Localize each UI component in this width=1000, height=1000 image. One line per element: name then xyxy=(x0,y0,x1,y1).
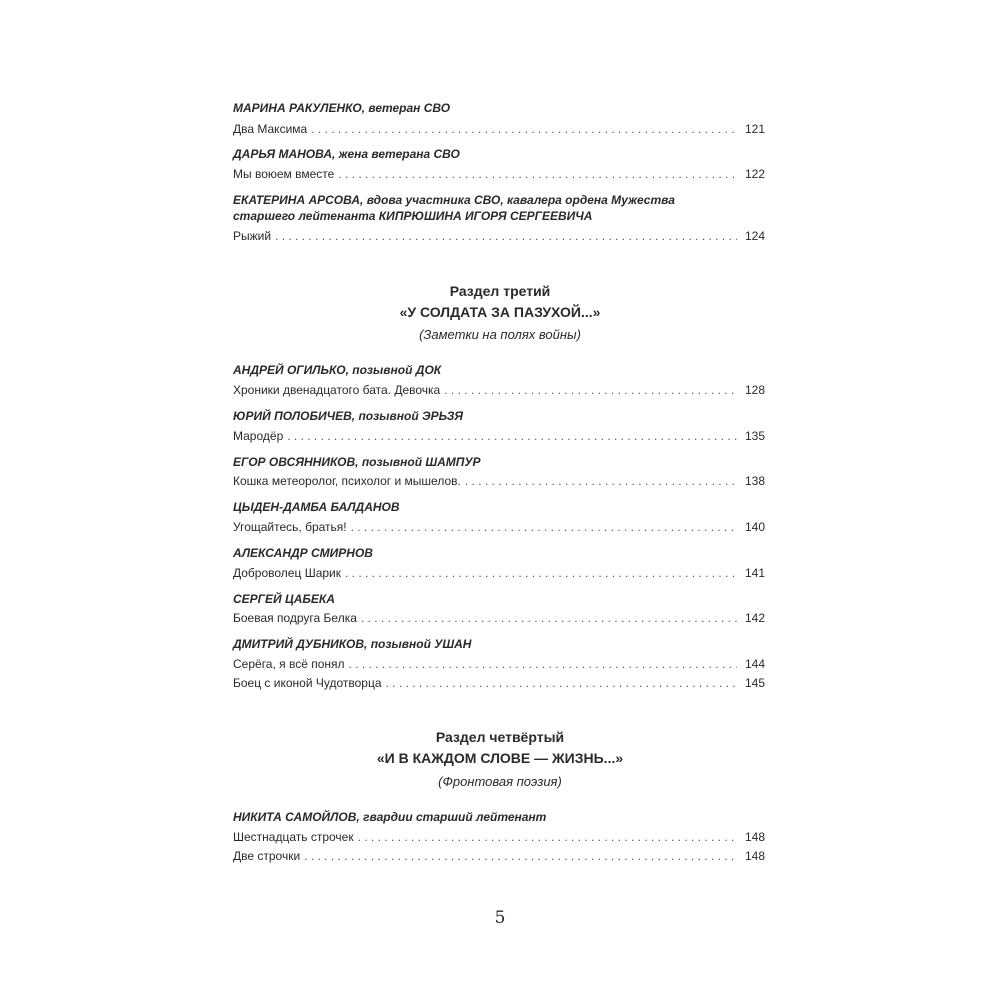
toc-entry xyxy=(233,828,765,846)
page-number: 5 xyxy=(494,908,506,928)
entry-title: Кошка метеоролог, психолог и мышелов. xyxy=(233,474,461,488)
toc-entry xyxy=(233,609,765,627)
entry-page: 122 xyxy=(744,167,765,181)
entry-page: 148 xyxy=(744,849,765,863)
entry-title: Серёга, я всё понял xyxy=(233,657,345,671)
entry-title: Угощайтесь, братья! xyxy=(233,520,347,534)
section4-name: «И В КАЖДОМ СЛОВЕ — ЖИЗНЬ...» xyxy=(376,750,624,766)
entry-title: Боец с иконой Чудотворца xyxy=(233,676,382,690)
section4-subtitle: (Фронтовая поэзия) xyxy=(438,774,562,789)
author-smirnov: АЛЕКСАНДР СМИРНОВ xyxy=(233,546,373,560)
entry-page: 145 xyxy=(744,676,765,690)
dot-leader xyxy=(287,427,737,445)
toc-entry xyxy=(233,165,765,183)
dot-leader xyxy=(311,120,737,138)
author-dubnikov: ДМИТРИЙ ДУБНИКОВ, позывной УШАН xyxy=(233,637,472,651)
entry-page: 138 xyxy=(744,474,765,488)
dot-leader xyxy=(275,227,737,245)
entry-page: 141 xyxy=(744,566,765,580)
author-tsabeka: СЕРГЕЙ ЦАБЕКА xyxy=(233,592,335,606)
toc-entry xyxy=(233,227,765,245)
dot-leader xyxy=(338,165,737,183)
section4-label: Раздел четвёртый xyxy=(435,729,565,745)
entry-title: Два Максима xyxy=(233,122,308,136)
entry-title: Доброволец Шарик xyxy=(233,566,341,580)
author-arsova: ЕКАТЕРИНА АРСОВА, вдова участника СВО, кавалера ордена Мужества xyxy=(233,193,675,207)
dot-leader xyxy=(465,472,737,490)
dot-leader xyxy=(349,655,737,673)
toc-entry xyxy=(233,564,765,582)
dot-leader xyxy=(386,674,737,692)
toc-entry xyxy=(233,472,765,490)
dot-leader xyxy=(358,828,737,846)
section3-subtitle: (Заметки на полях войны) xyxy=(419,327,581,342)
dot-leader xyxy=(304,847,737,865)
dot-leader xyxy=(444,381,737,399)
dot-leader xyxy=(345,564,737,582)
entry-title: Мы воюем вместе xyxy=(233,167,335,181)
entry-page: 144 xyxy=(744,657,765,671)
section3-label: Раздел третий xyxy=(449,283,551,299)
toc-entry xyxy=(233,847,765,865)
author-ogilko: АНДРЕЙ ОГИЛЬКО, позывной ДОК xyxy=(233,363,442,377)
entry-page: 142 xyxy=(744,611,765,625)
toc-entry xyxy=(233,518,765,536)
entry-title: Хроники двенадцатого бата. Девочка xyxy=(233,383,441,397)
entry-page: 121 xyxy=(744,122,765,136)
entry-title: Две строчки xyxy=(233,849,301,863)
entry-page: 140 xyxy=(744,520,765,534)
author-manova: ДАРЬЯ МАНОВА, жена ветерана СВО xyxy=(233,147,460,161)
toc-entry xyxy=(233,674,765,692)
author-ovsyannikov: ЕГОР ОВСЯННИКОВ, позывной ШАМПУР xyxy=(233,455,481,469)
author-polobichev: ЮРИЙ ПОЛОБИЧЕВ, позывной ЭРЬЗЯ xyxy=(233,409,463,423)
entry-page: 124 xyxy=(744,229,765,243)
toc-entry xyxy=(233,381,765,399)
dot-leader xyxy=(351,518,737,536)
entry-page: 148 xyxy=(744,830,765,844)
entry-title: Шестнадцать строчек xyxy=(233,830,354,844)
toc-entry xyxy=(233,120,765,138)
toc-entry xyxy=(233,655,765,673)
section3-name: «У СОЛДАТА ЗА ПАЗУХОЙ...» xyxy=(399,304,601,320)
entry-title: Боевая подруга Белка xyxy=(233,611,357,625)
author-samoylov: НИКИТА САМОЙЛОВ, гвардии старший лейтенант xyxy=(233,810,547,824)
author-baldanov: ЦЫДЕН-ДАМБА БАЛДАНОВ xyxy=(233,500,400,514)
entry-title: Мародёр xyxy=(233,429,284,443)
toc-entry xyxy=(233,427,765,445)
entry-page: 135 xyxy=(744,429,765,443)
dot-leader xyxy=(361,609,737,627)
entry-title: Рыжий xyxy=(233,229,272,243)
entry-page: 128 xyxy=(744,383,765,397)
author-rakulenko: МАРИНА РАКУЛЕНКО, ветеран СВО xyxy=(233,101,451,115)
author-arsova-line2: старшего лейтенанта КИПРЮШИНА ИГОРЯ СЕРГЕЕВИЧА xyxy=(233,209,593,223)
